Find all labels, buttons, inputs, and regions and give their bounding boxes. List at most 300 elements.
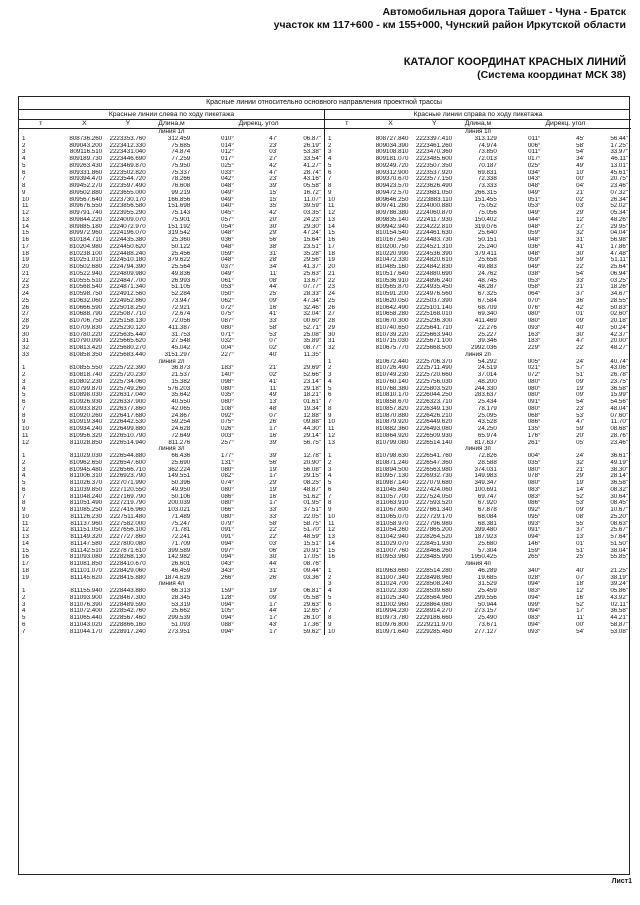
cell-x: 810184.710 <box>69 237 103 243</box>
cell-d: 142.982 <box>167 554 191 561</box>
cell-t: 5 <box>22 615 26 621</box>
cell-a3: 03.25" <box>610 277 628 284</box>
cell-a1: 049° <box>221 270 234 277</box>
cell-a2: 11' <box>576 615 585 621</box>
cell-a2: 52' <box>576 601 585 608</box>
cell-a3: 08.32" <box>610 486 628 493</box>
cell-d: 48.287 <box>477 284 497 291</box>
cell-d: 24.867 <box>171 412 191 419</box>
cell-x: 811085.250 <box>69 507 103 513</box>
table-row <box>325 392 631 399</box>
cell-a1: 176° <box>527 432 541 439</box>
table-row <box>325 413 631 420</box>
cell-a2: 49' <box>269 392 278 399</box>
cell-a3: 55.85" <box>610 554 628 561</box>
cell-a2: 30' <box>269 223 278 230</box>
cell-t: 9 <box>328 621 332 628</box>
cell-t: 12 <box>22 439 29 446</box>
cell-a2: 25' <box>576 554 585 561</box>
cell-a3: 07.32" <box>610 189 628 196</box>
cell-y: 2225749.260 <box>109 385 146 392</box>
cell-t: 13 <box>22 216 29 223</box>
cell-a1: 343° <box>221 567 234 574</box>
cell-d: 25.690 <box>171 459 191 466</box>
cell-a1: 083° <box>527 615 541 621</box>
cell-a3: 39.59" <box>303 203 321 210</box>
table-row <box>325 521 631 528</box>
cell-t: 8 <box>22 183 26 189</box>
cell-y: 2225803.520 <box>415 385 453 392</box>
cell-a1: 177° <box>221 453 234 459</box>
cell-a3: 13.01" <box>610 162 628 169</box>
cell-a1: 080° <box>527 480 541 486</box>
cell-a2: 33' <box>269 507 278 513</box>
cell-d: 73.850 <box>477 149 497 156</box>
table-row <box>325 365 631 372</box>
cell-a1: 059° <box>527 257 541 264</box>
cell-t: 6 <box>328 392 332 399</box>
line-label: линия 1л <box>158 128 185 135</box>
cell-y: 2226044.250 <box>415 392 453 399</box>
table-row <box>325 291 631 298</box>
table-row <box>19 305 324 312</box>
cell-y: 2225018.250 <box>109 304 146 311</box>
cell-y: 2225720.230 <box>109 372 146 378</box>
cell-a2: 03' <box>576 203 585 210</box>
cell-t: 10 <box>22 196 29 203</box>
cell-a3: 08.76" <box>303 561 321 567</box>
cell-y: 2223446.690 <box>109 156 146 162</box>
table-row <box>19 595 324 602</box>
cell-a2: 40' <box>576 324 585 331</box>
table-row <box>325 217 631 224</box>
cell-a1: 094° <box>221 628 234 635</box>
cell-t: 6 <box>328 169 332 176</box>
cell-a3: 04.04" <box>610 230 628 237</box>
cell-y: 2223461.260 <box>415 142 453 149</box>
cell-x: 810591.200 <box>375 291 409 297</box>
cell-a3: 36.58" <box>610 608 628 615</box>
cell-a2: 07' <box>269 412 278 419</box>
cell-d: 52.284 <box>171 291 191 297</box>
cell-a3: 47.48" <box>610 250 628 257</box>
table-row <box>19 554 324 561</box>
table-row <box>325 548 631 555</box>
table-row <box>19 588 324 595</box>
cell-a1: 014° <box>221 142 234 149</box>
cell-x: 810957.130 <box>375 473 409 480</box>
cell-a1: 048° <box>221 243 234 250</box>
cell-a2: 54' <box>576 270 585 277</box>
cell-a3: 28.76" <box>610 432 628 439</box>
cell-y: 2226493.080 <box>415 426 453 432</box>
cell-d: 72.649 <box>171 432 191 439</box>
cell-x: 810799.080 <box>375 439 409 446</box>
cell-a2: 42' <box>269 162 278 169</box>
cell-t: 3 <box>328 149 332 156</box>
table-row <box>325 257 631 264</box>
cell-y: 2224461.630 <box>415 230 453 237</box>
table-row <box>325 298 631 305</box>
table-row <box>325 494 631 501</box>
cell-a1: 026° <box>221 426 234 432</box>
table-row <box>325 311 631 318</box>
cell-a2: 43' <box>269 621 278 628</box>
cell-d: 3151.297 <box>164 351 191 358</box>
table-row <box>19 379 324 386</box>
cell-x: 811051.490 <box>69 500 103 507</box>
cell-x: 811026.370 <box>69 480 103 486</box>
cell-d: 25.564 <box>171 264 191 270</box>
cell-t: 11 <box>328 426 335 432</box>
cell-t: 5 <box>328 162 332 169</box>
table-row <box>325 264 631 271</box>
cell-t: 12 <box>328 432 335 439</box>
cell-x: 810749.230 <box>375 372 409 378</box>
cell-d: 817.637 <box>474 439 497 446</box>
cell-d: 25.434 <box>477 399 497 405</box>
cell-a3: 43.92" <box>610 594 628 601</box>
cell-x: 810790.090 <box>69 338 103 345</box>
cell-a1: 025° <box>527 162 541 169</box>
cell-a1: 083° <box>527 493 541 500</box>
cell-a3: 23.14" <box>303 378 321 385</box>
cell-t: 21 <box>328 270 335 277</box>
cell-y: 2225711.490 <box>416 365 453 372</box>
table-row <box>19 210 324 217</box>
left-panel-title: Красные линии слева по ходу пикетажа <box>19 110 324 120</box>
cell-a2: 39' <box>269 439 278 446</box>
cell-d: 273.951 <box>167 628 191 635</box>
cell-a3: 32.46" <box>303 304 321 311</box>
cell-t: 7 <box>328 493 332 500</box>
cell-x: 809472.570 <box>375 189 409 196</box>
cell-a2: 30' <box>269 554 278 561</box>
cell-d: 42.065 <box>171 405 191 412</box>
cell-x: 810688.790 <box>69 311 103 318</box>
cell-x: 809108.810 <box>375 149 409 156</box>
cell-a1: 086° <box>527 419 541 426</box>
cell-a2: 40' <box>269 351 278 358</box>
cell-t: 16 <box>328 554 335 561</box>
cell-a2: 12' <box>576 588 585 594</box>
cell-t: 6 <box>328 486 332 493</box>
cell-x: 809394.470 <box>69 176 103 183</box>
cell-a3: 51.50" <box>610 540 628 547</box>
cell-a1: 075° <box>221 419 234 426</box>
cell-a3: 08.25" <box>303 480 321 486</box>
cell-a2: 09' <box>269 297 278 304</box>
cell-d: 72.338 <box>477 176 497 183</box>
cell-d: 576.203 <box>167 385 191 392</box>
cell-y: 2224536.390 <box>415 250 453 257</box>
cell-t: 7 <box>22 176 26 183</box>
cell-x: 810238.100 <box>69 250 103 257</box>
cell-a1: 074° <box>221 480 234 486</box>
cell-y: 2226499.880 <box>109 426 146 432</box>
cell-d: 71.709 <box>171 540 191 547</box>
cell-d: 72.013 <box>477 156 497 162</box>
table-row <box>19 480 324 487</box>
table-row <box>325 406 631 413</box>
cell-a2: 34' <box>269 264 278 270</box>
cell-x: 810864.920 <box>375 432 409 439</box>
cell-a1: 083° <box>527 486 541 493</box>
cell-x: 810472.330 <box>375 257 409 264</box>
cell-a1: 128° <box>221 594 234 601</box>
cell-x: 811022.330 <box>376 588 409 594</box>
cell-d: 73.333 <box>477 183 497 189</box>
table-row <box>325 453 631 460</box>
cell-a2: 51' <box>576 547 585 554</box>
cell-a1: 037° <box>221 264 234 270</box>
cell-t: 8 <box>328 615 332 621</box>
cell-t: 9 <box>22 419 26 426</box>
cell-a3: 51.62" <box>303 493 321 500</box>
cell-t: 4 <box>22 473 26 480</box>
cell-y: 2227593.520 <box>415 500 453 507</box>
cell-x: 810220.990 <box>375 250 409 257</box>
cell-d: 78.179 <box>477 405 497 412</box>
cell-t: 29 <box>22 324 29 331</box>
cell-x: 809370.670 <box>375 176 409 183</box>
cell-y: 2226514.140 <box>415 439 453 446</box>
cell-d: 187.923 <box>474 534 497 540</box>
cell-x: 811147.580 <box>70 540 103 547</box>
cell-a1: 091° <box>527 399 541 405</box>
table-row <box>19 500 324 507</box>
table-row <box>325 230 631 237</box>
cell-y: 2224488.240 <box>109 250 146 257</box>
cell-a3: 20.18" <box>610 318 628 324</box>
cell-y: 2226349.130 <box>415 405 453 412</box>
cell-y: 2228485.990 <box>415 554 453 561</box>
table-row <box>325 595 631 602</box>
cell-a3: 34.67" <box>610 291 628 297</box>
cell-t: 6 <box>22 399 26 405</box>
cell-a2: 01' <box>576 540 585 547</box>
cell-a1: 066° <box>221 507 234 513</box>
cell-a3: 19.34" <box>303 405 321 412</box>
cell-y: 2226417.680 <box>109 412 146 419</box>
cell-a2: 49' <box>576 162 585 169</box>
cell-t: 16 <box>328 237 335 243</box>
cell-a2: 02' <box>269 345 278 351</box>
cell-d: 57.304 <box>477 547 497 554</box>
cell-y: 2223537.920 <box>415 169 453 176</box>
cell-a2: 41' <box>576 243 585 250</box>
cell-t: 2 <box>22 459 26 466</box>
right-panel-title: Красные линии справа по ходу пикетажа <box>325 110 631 120</box>
cell-a2: 03' <box>269 540 278 547</box>
cell-a1: 261° <box>527 439 541 446</box>
cell-a2: 45' <box>576 135 585 142</box>
cell-a2: 19' <box>576 480 585 486</box>
table-row <box>325 581 631 588</box>
cell-d: 25.227 <box>477 331 497 338</box>
table-row <box>19 413 324 420</box>
cell-d: 68.084 <box>477 513 497 520</box>
cell-a1: 257° <box>221 439 234 446</box>
cell-t: 1 <box>22 365 26 372</box>
table-row <box>19 534 324 541</box>
cell-d: 399.589 <box>167 547 191 554</box>
cell-a2: 30' <box>576 250 585 257</box>
cell-d: 75.052 <box>477 203 497 210</box>
cell-d: 24.250 <box>477 426 497 432</box>
cell-d: 15.382 <box>171 378 191 385</box>
line-label: линия 1п <box>465 128 491 135</box>
cell-a3: 03.35" <box>303 210 321 216</box>
cell-a2: 59' <box>576 257 585 264</box>
cell-a1: 146° <box>527 540 541 547</box>
cell-x: 811076.390 <box>69 601 103 608</box>
cell-a3: 26.34" <box>610 196 628 203</box>
cell-a2: 47' <box>269 169 278 176</box>
cell-a1: 265° <box>527 554 541 561</box>
cell-a3: 40.74" <box>610 358 628 365</box>
cell-a1: 080° <box>527 405 541 412</box>
table-row <box>325 345 631 352</box>
cell-x: 810740.650 <box>375 324 409 331</box>
cell-a2: 29' <box>269 230 278 237</box>
cell-a2: 07' <box>269 338 278 345</box>
cell-d: 362.224 <box>167 466 191 473</box>
cell-d: 24.628 <box>171 426 191 432</box>
cell-a2: 54' <box>576 628 585 635</box>
cell-a2: 21' <box>269 365 278 372</box>
cell-t: 27 <box>328 311 335 318</box>
cell-a1: 059° <box>221 250 234 257</box>
cell-a1: 080° <box>221 324 234 331</box>
table-row <box>19 257 324 264</box>
cell-y: 2226544.880 <box>109 453 146 459</box>
cell-a1: 131° <box>221 459 234 466</box>
cell-d: 45.042 <box>171 345 191 351</box>
cell-t: 10 <box>328 628 335 635</box>
cell-t: 7 <box>22 628 26 635</box>
cell-a2: 11' <box>269 385 278 392</box>
cell-t: 12 <box>328 210 335 216</box>
cell-a1: 017° <box>527 156 541 162</box>
cell-d: 67.325 <box>477 291 497 297</box>
table-row <box>19 170 324 177</box>
cell-x: 809249.720 <box>375 162 409 169</box>
table-row <box>325 507 631 514</box>
cell-d: 166.856 <box>167 196 191 203</box>
sheet-label: Лист1 <box>611 878 632 885</box>
table-row <box>19 392 324 399</box>
cell-a3: 12.88" <box>303 412 321 419</box>
table-row <box>325 386 631 393</box>
cell-y: 2226449.620 <box>415 419 453 426</box>
cell-a2: 40' <box>576 567 585 574</box>
cell-a2: 33' <box>269 318 278 324</box>
cell-a1: 080° <box>527 318 541 324</box>
cell-a2: 08' <box>576 513 585 520</box>
cell-a2: 09' <box>576 318 585 324</box>
cell-y: 2228914.270 <box>415 608 453 615</box>
line-label-row <box>19 446 324 453</box>
cell-a2: 17' <box>269 601 278 608</box>
cell-a2: 53' <box>269 331 278 338</box>
cell-x: 810706.750 <box>69 318 103 324</box>
cell-t: 7 <box>328 608 332 615</box>
cell-x: 810987.140 <box>375 480 409 486</box>
cell-a3: 39.24" <box>610 581 628 588</box>
table-row <box>325 527 631 534</box>
cell-x: 809741.280 <box>375 203 409 210</box>
cell-a1: 053° <box>527 277 541 284</box>
document-title: Автомобильная дорога Тайшет - Чуна - Братск <box>382 6 626 18</box>
cell-a2: 19' <box>269 466 278 473</box>
cell-a1: 025° <box>221 162 234 169</box>
cell-t: 2 <box>328 574 332 581</box>
cell-a2: 48' <box>269 405 278 412</box>
cell-t: 10 <box>328 419 335 426</box>
cell-a3: 38.19" <box>610 574 628 581</box>
cell-y: 2227079.680 <box>415 480 453 486</box>
cell-t: 16 <box>22 554 29 561</box>
cell-x: 810780.220 <box>69 331 103 338</box>
cell-t: 3 <box>22 149 26 156</box>
cell-t: 4 <box>328 588 332 594</box>
table-row <box>325 473 631 480</box>
cell-a1: 006° <box>527 142 541 149</box>
cell-y: 2224935.450 <box>415 284 453 291</box>
cell-t: 7 <box>22 493 26 500</box>
cell-d: 312.459 <box>167 135 191 142</box>
cell-y: 2224521.310 <box>415 243 453 250</box>
cell-a1: 183° <box>527 338 541 345</box>
table-row <box>19 399 324 406</box>
cell-y: 2228567.460 <box>109 615 146 621</box>
cell-a2: 22' <box>576 345 585 351</box>
cell-d: 1874.629 <box>164 574 191 581</box>
cell-a2: 58' <box>269 324 278 331</box>
table-row <box>325 426 631 433</box>
cell-d: 25.490 <box>477 615 497 621</box>
cell-a2: 58' <box>576 142 585 149</box>
cell-a2: 17' <box>269 426 278 432</box>
coordinate-system: (Система координат МСК 38) <box>477 69 626 81</box>
cell-y: 2225671.100 <box>415 338 453 345</box>
cell-d: 73.671 <box>477 621 497 628</box>
cell-y: 2228410.670 <box>109 561 146 567</box>
cell-x: 810919.340 <box>69 419 103 426</box>
cell-a2: 33' <box>269 513 278 520</box>
cell-a3: 33.97" <box>610 149 628 156</box>
cell-y: 2225665.620 <box>109 338 146 345</box>
cell-a2: 22' <box>269 534 278 540</box>
table-row <box>325 183 631 190</box>
cell-t: 17 <box>22 243 29 250</box>
cell-d: 313.129 <box>474 135 497 142</box>
table-row <box>19 271 324 278</box>
cell-a3: 10.67" <box>610 507 628 513</box>
table-row <box>325 325 631 332</box>
cell-x: 809263.430 <box>69 162 103 169</box>
cell-t: 15 <box>22 230 29 237</box>
cell-t: 25 <box>22 297 29 304</box>
cell-d: 411.387 <box>168 324 191 331</box>
table-row <box>325 338 631 345</box>
cell-d: 25.680 <box>477 540 497 547</box>
cell-x: 810945.480 <box>69 466 103 473</box>
cell-y: 2223655.000 <box>109 189 146 196</box>
cell-y: 2225635.440 <box>109 331 146 338</box>
cell-a3: 20.90" <box>303 459 321 466</box>
